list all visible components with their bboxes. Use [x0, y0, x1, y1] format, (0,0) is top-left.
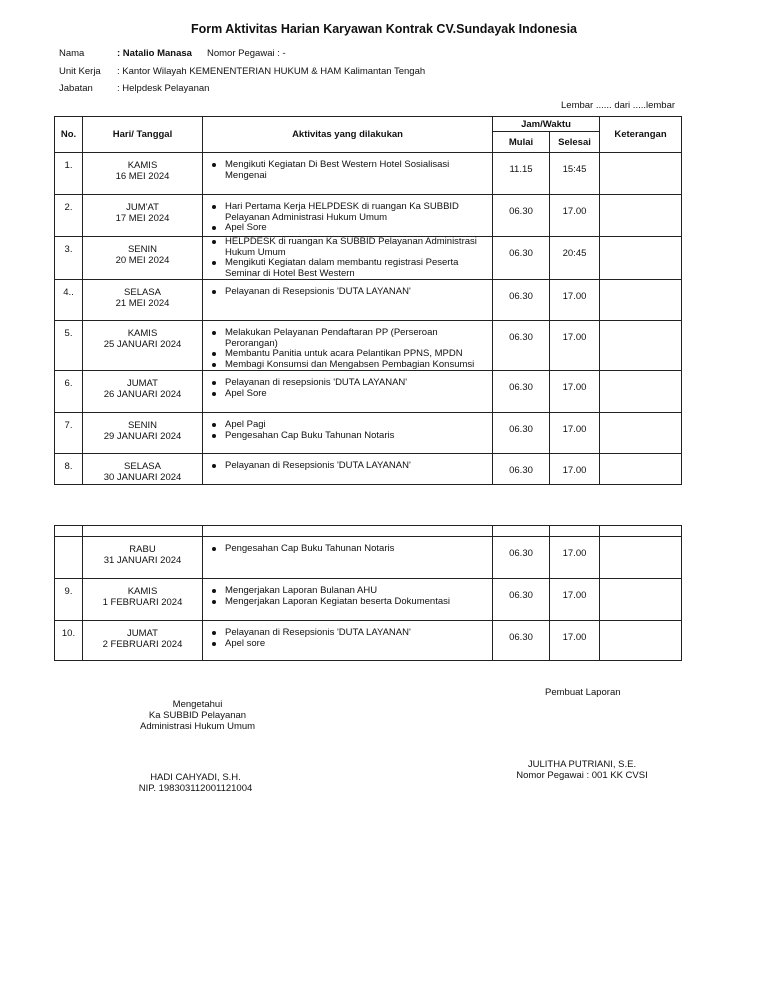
- row-number: 10.: [55, 621, 83, 661]
- signature-left-name-block: [128, 772, 263, 794]
- row-activities: [203, 153, 493, 195]
- row-keterangan: [600, 621, 682, 661]
- empty-header-row: [55, 526, 682, 537]
- activity-table-continued-body: [55, 526, 682, 661]
- activity-item: Apel Sore: [212, 223, 492, 234]
- row-keterangan: [600, 280, 682, 321]
- row-number: 4..: [55, 280, 83, 321]
- row-selesai: 20:45: [550, 237, 600, 280]
- left-position-line1: Ka SUBBID Pelayanan: [148, 710, 247, 721]
- activity-item: Mengikuti Kegiatan Di Best Western Hotel Sosialisasi Mengenai: [212, 160, 492, 181]
- row-mulai: 11.15: [493, 153, 550, 195]
- row-keterangan: [600, 579, 682, 621]
- row-day-date: [83, 195, 203, 237]
- row-keterangan: [600, 195, 682, 237]
- table-row: [55, 454, 682, 485]
- row-day-date: [83, 454, 203, 485]
- activity-item: Pengesahan Cap Buku Tahunan Notaris: [212, 544, 492, 555]
- lembar-info: Lembar ...... dari .....lembar: [561, 100, 676, 111]
- row-selesai: 17.00: [550, 413, 600, 454]
- form-title: Form Aktivitas Harian Karyawan Kontrak CV.Sundayak Indonesia: [190, 22, 577, 36]
- row-day-date: [83, 537, 203, 579]
- table-row: [55, 280, 682, 321]
- row-day-date: [83, 280, 203, 321]
- nama-label: Nama: [59, 48, 85, 59]
- row-date: 30 JANUARI 2024: [103, 472, 182, 483]
- right-signer-id: Nomor Pegawai : 001 KK CVSI: [516, 770, 648, 781]
- activity-item: Melakukan Pelayanan Pendaftaran PP (Perseroan Perorangan): [212, 328, 492, 349]
- row-activities: [203, 321, 493, 371]
- row-activities: [203, 454, 493, 485]
- row-date: 31 JANUARI 2024: [103, 555, 182, 566]
- row-day-date: [83, 621, 203, 661]
- row-mulai: 06.30: [493, 537, 550, 579]
- row-mulai: 06.30: [493, 237, 550, 280]
- table-row: [55, 371, 682, 413]
- row-day: JUMAT: [127, 378, 158, 389]
- activity-item: Pengesahan Cap Buku Tahunan Notaris: [212, 431, 492, 442]
- row-number: 7.: [55, 413, 83, 454]
- row-activities: [203, 413, 493, 454]
- row-keterangan: [600, 321, 682, 371]
- row-selesai: 17.00: [550, 280, 600, 321]
- left-signer-name: HADI CAHYADI, S.H.: [150, 772, 241, 783]
- row-mulai: 06.30: [493, 195, 550, 237]
- row-selesai: 17.00: [550, 537, 600, 579]
- row-keterangan: [600, 153, 682, 195]
- table-row: [55, 579, 682, 621]
- row-date: 21 MEI 2024: [115, 298, 170, 309]
- row-mulai: 06.30: [493, 371, 550, 413]
- row-date: 26 JANUARI 2024: [103, 389, 182, 400]
- row-selesai: 17.00: [550, 195, 600, 237]
- unit-kerja-value: : Kantor Wilayah KEMENENTERIAN HUKUM & HAM Kalimantan Tengah: [117, 66, 426, 77]
- activity-item: Membantu Panitia untuk acara Pelantikan PPNS, MPDN: [212, 349, 492, 360]
- row-day: KAMIS: [127, 586, 158, 597]
- table-row: [55, 413, 682, 454]
- row-mulai: 06.30: [493, 454, 550, 485]
- jabatan-value: : Helpdesk Pelayanan: [117, 83, 210, 94]
- row-activities: [203, 280, 493, 321]
- nomor-pegawai: Nomor Pegawai : -: [207, 48, 286, 59]
- row-day-date: [83, 237, 203, 280]
- row-date: 17 MEI 2024: [115, 213, 170, 224]
- jabatan-label: Jabatan: [59, 83, 93, 94]
- row-day-date: [83, 371, 203, 413]
- activity-item: Pelayanan di resepsionis 'DUTA LAYANAN': [212, 378, 492, 389]
- row-activities: [203, 371, 493, 413]
- row-day: JUM'AT: [126, 202, 159, 213]
- activity-item: Membagi Konsumsi dan Mengabsen Pembagian Konsumsi: [212, 360, 492, 371]
- activity-table: [54, 116, 682, 485]
- activity-item: Pelayanan di Resepsionis 'DUTA LAYANAN': [212, 628, 492, 639]
- row-selesai: 17.00: [550, 579, 600, 621]
- row-day: SELASA: [124, 461, 161, 472]
- row-date: 20 MEI 2024: [115, 255, 170, 266]
- row-mulai: 06.30: [493, 280, 550, 321]
- left-position-line2: Administrasi Hukum Umum: [140, 721, 256, 732]
- row-mulai: 06.30: [493, 621, 550, 661]
- nama-value: : Natalio Manasa: [117, 48, 192, 59]
- row-keterangan: [600, 413, 682, 454]
- row-date: 2 FEBRUARI 2024: [102, 639, 183, 650]
- row-activities: [203, 195, 493, 237]
- activity-item: Pelayanan di Resepsionis 'DUTA LAYANAN': [212, 461, 492, 472]
- row-day: KAMIS: [127, 328, 158, 339]
- row-selesai: 15:45: [550, 153, 600, 195]
- activity-item: Pelayanan di Resepsionis 'DUTA LAYANAN': [212, 287, 492, 298]
- unit-kerja-label: Unit Kerja: [59, 66, 101, 77]
- row-day: KAMIS: [127, 160, 158, 171]
- activity-item: Apel Sore: [212, 389, 492, 400]
- row-keterangan: [600, 371, 682, 413]
- row-day: SENIN: [127, 244, 158, 255]
- header-aktivitas: Aktivitas yang dilakukan: [203, 117, 493, 153]
- row-activities: [203, 579, 493, 621]
- row-day: SELASA: [124, 287, 161, 298]
- table-row: [55, 621, 682, 661]
- activity-item: Hari Pertama Kerja HELPDESK di ruangan Ka SUBBID Pelayanan Administrasi Hukum Umum: [212, 202, 492, 223]
- row-number: [55, 537, 83, 579]
- row-mulai: 06.30: [493, 579, 550, 621]
- pembuat-laporan-label: Pembuat Laporan: [545, 687, 621, 698]
- row-keterangan: [600, 537, 682, 579]
- header-keterangan: Keterangan: [600, 117, 682, 153]
- header-hari-tanggal: Hari/ Tanggal: [83, 117, 203, 153]
- row-mulai: 06.30: [493, 321, 550, 371]
- table-row: [55, 321, 682, 371]
- header-mulai: Mulai: [493, 132, 550, 153]
- row-number: 8.: [55, 454, 83, 485]
- row-number: 6.: [55, 371, 83, 413]
- table-row: [55, 195, 682, 237]
- row-mulai: 06.30: [493, 413, 550, 454]
- activity-item: Mengikuti Kegiatan dalam membantu registrasi Peserta Seminar di Hotel Best Western: [212, 258, 492, 279]
- row-number: 2.: [55, 195, 83, 237]
- row-day-date: [83, 413, 203, 454]
- activity-item: Mengerjakan Laporan Bulanan AHU: [212, 586, 492, 597]
- row-activities: [203, 621, 493, 661]
- table-row: [55, 237, 682, 280]
- row-day-date: [83, 153, 203, 195]
- signature-right-block: [512, 759, 652, 781]
- activity-item: HELPDESK di ruangan Ka SUBBID Pelayanan Administrasi Hukum Umum: [212, 237, 492, 258]
- header-jam-waktu: Jam/Waktu: [493, 117, 600, 132]
- table-row: [55, 537, 682, 579]
- row-selesai: 17.00: [550, 321, 600, 371]
- row-day: JUMAT: [127, 628, 158, 639]
- row-date: 25 JANUARI 2024: [103, 339, 182, 350]
- header-no: No.: [55, 117, 83, 153]
- row-date: 1 FEBRUARI 2024: [102, 597, 183, 608]
- left-signer-nip: NIP. 198303112001121004: [138, 783, 253, 794]
- row-date: 29 JANUARI 2024: [103, 431, 182, 442]
- row-day: SENIN: [127, 420, 158, 431]
- activity-item: Apel Pagi: [212, 420, 492, 431]
- row-selesai: 17.00: [550, 621, 600, 661]
- right-signer-name: JULITHA PUTRIANI, S.E.: [527, 759, 637, 770]
- row-number: 9.: [55, 579, 83, 621]
- row-day: RABU: [129, 544, 156, 555]
- row-keterangan: [600, 237, 682, 280]
- row-selesai: 17.00: [550, 454, 600, 485]
- signature-left-block: [140, 699, 255, 732]
- row-activities: [203, 537, 493, 579]
- row-number: 3.: [55, 237, 83, 280]
- activity-table-body: [55, 153, 682, 485]
- row-number: 5.: [55, 321, 83, 371]
- table-row: [55, 153, 682, 195]
- row-day-date: [83, 579, 203, 621]
- row-keterangan: [600, 454, 682, 485]
- activity-table-continued: [54, 525, 682, 661]
- row-number: 1.: [55, 153, 83, 195]
- activity-item: Apel sore: [212, 639, 492, 650]
- row-selesai: 17.00: [550, 371, 600, 413]
- activity-item: Mengerjakan Laporan Kegiatan beserta Dokumentasi: [212, 597, 492, 608]
- header-selesai: Selesai: [550, 132, 600, 153]
- row-activities: [203, 237, 493, 280]
- mengetahui-label: Mengetahui: [172, 699, 223, 710]
- row-date: 16 MEI 2024: [115, 171, 170, 182]
- row-day-date: [83, 321, 203, 371]
